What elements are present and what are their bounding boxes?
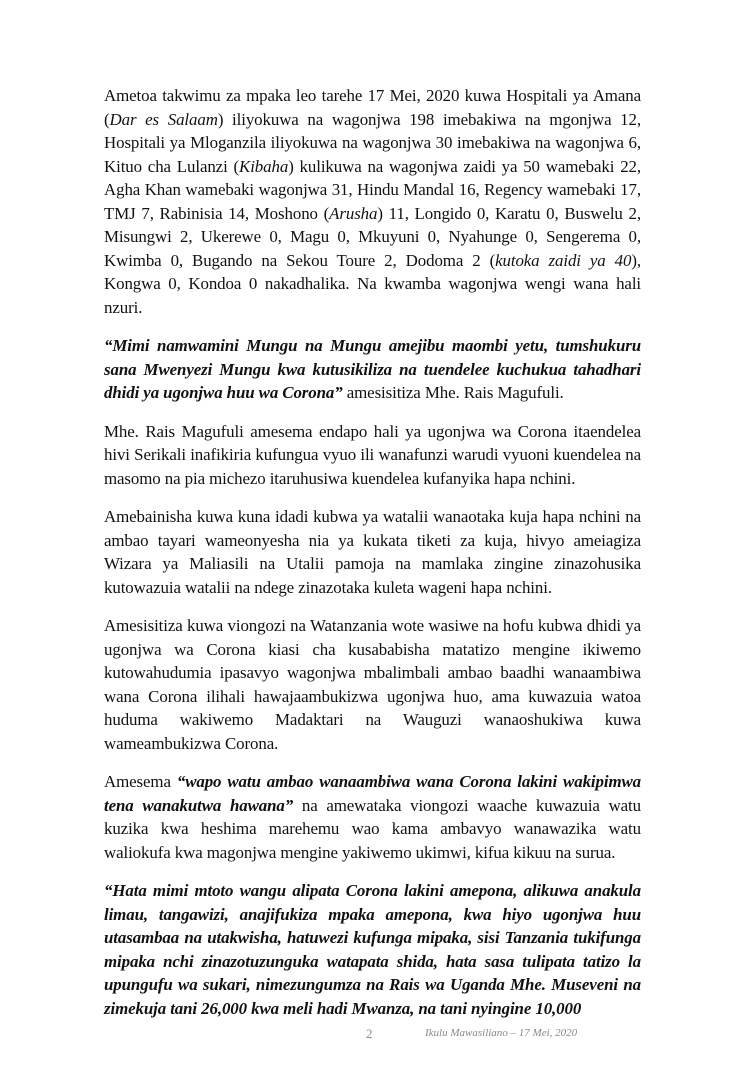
paragraph-text: Amesisitiza kuwa viongozi na Watanzania wote wasiwe na hofu kubwa dhidi ya ugonjwa wa Corona kiasi cha kusababisha matatizo mengine ikiwemo kutowahudumia ipasavyo wagonjwa mbalimbali ambao baadhi wanaambiwa wana Corona ilihali hawajaambukizwa ugonjwa huo, ama kuwazuia watoa huduma wakiwemo Madaktari na Wauguzi wanaoshukiwa kuwa wameambukizwa Corona.	[104, 616, 641, 753]
italic-text: kutoka zaidi ya 40	[495, 250, 632, 270]
paragraph	[104, 84, 641, 319]
paragraph	[104, 614, 641, 755]
paragraph-text: na amewataka viongozi waache kuwazuia watu kuzika kwa heshima marehemu wao kama ambavyo wanawazika watu waliokufa kwa magonjwa mengine yakiwemo ukimwi, kifua kikuu na surua.	[104, 795, 641, 862]
paragraph	[104, 879, 641, 1020]
paragraph	[104, 420, 641, 491]
paragraph	[104, 505, 641, 599]
paragraph-text: ), Kongwa 0, Kondoa 0 nakadhalika. Na kwamba wagonjwa wengi wana hali nzuri.	[104, 250, 641, 317]
paragraph-text: Ametoa takwimu za mpaka leo tarehe 17 Mei, 2020 kuwa Hospitali ya Amana (	[104, 86, 641, 129]
paragraph	[104, 770, 641, 864]
paragraph-text: Amebainisha kuwa kuna idadi kubwa ya watalii wanaotaka kuja hapa nchini na ambao tayari wameonyesha nia ya kukata tiketi za kuja, hivyo ameiagiza Wizara ya Maliasili na Utalii pamoja na mamlaka zingine zinazohusika kutowazuia watalii na ndege zinazotaka kuleta wageni hapa nchini.	[104, 507, 641, 597]
italic-text: Dar es Salaam	[109, 109, 218, 129]
page-footer	[0, 1026, 739, 1044]
italic-text: Arusha	[329, 203, 378, 223]
quote-text: “wapo watu ambao wanaambiwa wana Corona lakini wakipimwa tena wanakutwa hawana”	[104, 772, 641, 815]
paragraph-text: ) 11, Longido 0, Karatu 0, Buswelu 2, Misungwi 2, Ukerewe 0, Magu 0, Mkuyuni 0, Nyahunge 0, Sengerema 0, Kwimba 0, Bugando na Sekou Toure 2, Dodoma 2 (	[104, 203, 641, 270]
paragraph	[104, 334, 641, 405]
quote-text: “Mimi namwamini Mungu na Mungu amejibu maombi yetu, tumshukuru sana Mwenyezi Mungu kwa kutusikiliza na tuendelee kuchukua tahadhari dhidi ya ugonjwa huu wa Corona”	[104, 336, 641, 402]
document-body	[104, 84, 641, 1035]
page-number: 2	[366, 1026, 373, 1041]
paragraph-text: amesisitiza Mhe. Rais Magufuli.	[342, 383, 564, 402]
quote-text: “Hata mimi mtoto wangu alipata Corona lakini amepona, alikuwa anakula limau, tangawizi, anajifukiza mpaka amepona, kwa hiyo ugonjwa huu utasambaa na utakwisha, hatuwezi kufunga mipaka, sisi Tanzania tukifunga mipaka nchi zinazotuzunguka watapata shida, hata sasa tulipata tatizo la upungufu wa sukari, nimezungumza na Rais wa Uganda Mhe. Museveni na zimekuja tani 26,000 kwa meli hadi Mwanza, na tani nyingine 10,000	[104, 881, 641, 1018]
footer-text: Ikulu Mawasiliano – 17 Mei, 2020	[425, 1027, 578, 1039]
italic-text: Kibaha	[239, 156, 289, 176]
paragraph-text: ) kulikuwa na wagonjwa zaidi ya 50 wamebaki 22, Agha Khan wamebaki wagonjwa 31, Hindu Mandal 16, Regency wamebaki 17, TMJ 7, Rabinisia 14, Moshono (	[104, 156, 642, 223]
paragraph-text: ) iliyokuwa na wagonjwa 198 imebakiwa na mgonjwa 12, Hospitali ya Mloganzila iliyokuwa na wagonjwa 30 imebakiwa na wagonjwa 6, Kituo cha Lulanzi (	[104, 109, 641, 176]
paragraph-text: Mhe. Rais Magufuli amesema endapo hali ya ugonjwa wa Corona itaendelea hivi Serikali inafikiria kufungua vyuo ili wanafunzi warudi vyuoni kuendelea na masomo na pia michezo itaruhusiwa kuendelea kufanyika hapa nchini.	[104, 421, 641, 488]
paragraph-text: Amesema	[104, 772, 177, 791]
